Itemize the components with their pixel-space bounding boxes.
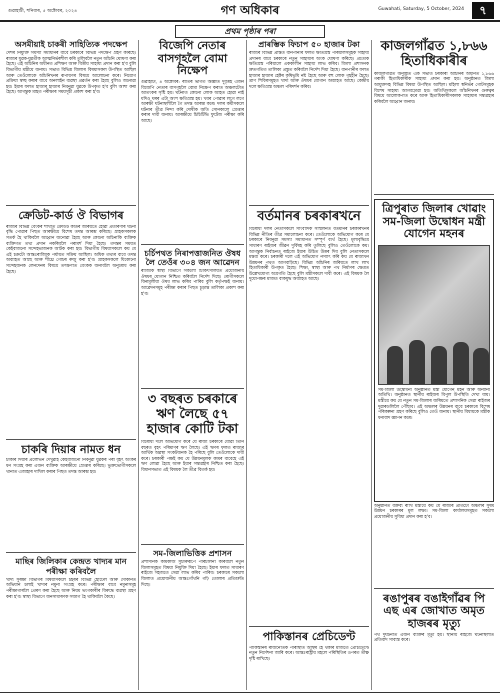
headline: বৰ্তমানৰ চৰকাৰখনে <box>257 209 361 225</box>
article-text: কাজলগাঁৱত অনুষ্ঠিত এক সভাত চৰকাৰী আঁচনিৰ অধীনত ১,৮৬৬ গৰাকী হিতাধিকাৰীক সাহায্য প্ৰদান কৰা হয়। অনুষ্ঠানত জিলা আয়ুক্তসহ বিভিন্ন বিষয়া উপস্থিত আছিল। মহিলা স্বনিৰ্ভৰ গোটসমূহক বিশেষ সাহায্য আগবঢ়োৱা হয়। অতিথিসকলে আঁচনিখনৰ গুৰুত্বৰ বিষয়ে আলোকপাত কৰে আৰু হিতাধিকাৰীসকলক সাহায্যৰ সদ্ব্যৱহাৰ কৰিবলৈ আহ্বান জনায়। <box>374 71 494 105</box>
headline: পাকিস্তানৰ প্ৰেচিডেণ্ট <box>262 630 356 644</box>
article-text: ৰাজ্যিক স্বাস্থ্য বিভাগে সকলো চিকিৎসালয়ত প্ৰয়োজনীয় ঔষধৰ যোগান নিশ্চিত কৰিবলৈ নিৰ্দেশ দিছে। ৰোগীসকলে বিনামূলীয়া ঔষধ লাভ কৰিব পাৰিব বুলি কৰ্তৃপক্ষই জনায়। আৱেদনসমূহ পৰীক্ষা কৰাৰ পিছত চূড়ান্ত তালিকা প্ৰকাশ কৰা হ'ব। <box>141 269 244 297</box>
divider <box>374 588 494 589</box>
article-text: পথ দুৰ্ঘটনাত এজন ব্যক্তিৰ মৃত্যু হয়। স্থানীয় ৰাইজে ঘটনাস্থলীত প্ৰতিবাদ সাব্যস্ত কৰে। <box>374 632 494 644</box>
headline: ত্ৰিপুৰাত জিলাৰ খোৱাং সম-জিলা উদ্বোধন মন্ত্ৰী যোগেন মহনৰ <box>382 201 486 241</box>
news-photo <box>378 245 490 385</box>
divider <box>374 194 494 195</box>
column-1 <box>6 40 136 673</box>
article-text: খাদ্য সুৰক্ষা বিভাগৰ বিষয়াসকলে চহৰৰ বিভিন্ন হোটেল আৰু দোকানত অভিযান চলাই খাদ্যৰ নমুনা সংগ্ৰহ কৰে। পৰীক্ষাৰ বাবে নমুনাসমূহ পৰীক্ষাগাৰলৈ প্ৰেৰণ কৰা হৈছে আৰু নিয়ম ভংগকাৰীৰ বিৰুদ্ধে ব্যৱস্থা গ্ৰহণ কৰা হ'ব। স্বাস্থ্য বিভাগে জনসাধাৰণক সজাগ হৈ থাকিবলৈ কৈছে। <box>6 577 136 600</box>
feature-box <box>374 199 494 502</box>
masthead-date-assamese: গুৱাহাটী, শনিবাৰ, ৫ অক্টোবৰ, ২০২৪ <box>8 9 78 14</box>
article-text: অনুষ্ঠানত বক্তব্য ৰাখি মন্ত্ৰীয়ে কয় যে ৰাজ্যৰ প্ৰতিটো অঞ্চলৰ সুষম উন্নয়ন চৰকাৰৰ মূল লক্ষ্য। সম-জিলা কাৰ্যালয়সমূহত সকলো প্ৰয়োজনীয় সুবিধা প্ৰদান কৰা হ'ব। <box>374 503 494 520</box>
headline: বিজেপি নেতাৰ বাসগৃহলৈ বোমা নিক্ষেপ <box>157 39 228 78</box>
divider <box>141 388 244 389</box>
headline: মাছিৰ জিলিকাৰ কেন্দ্ৰত খাদ্যৰ মান পৰীক্ষা কৰিবলৈ <box>15 556 127 576</box>
column-divider <box>371 40 372 690</box>
photo-caption: সম-জিলা উদ্বোধনী অনুষ্ঠানত মন্ত্ৰী যোগেন মহন আৰু অন্যান্য অতিথি। অনুষ্ঠানত স্থানীয় ৰাইজৰ বিপুল উপস্থিতি দেখা যায়। মন্ত্ৰীয়ে কয় যে নতুন সম-জিলাৰ জৰিয়তে প্ৰশাসনিক সেৱা ৰাইজৰ দুৱাৰডলিলৈ পৌঁছাব। এই অঞ্চলৰ উন্নয়নৰ বাবে চৰকাৰে বিশেষ পৰিকল্পনা গ্ৰহণ কৰিছে বুলিও তেওঁ জনায়। স্থানীয় বিধায়কে মন্ত্ৰীক ধন্যবাদ জ্ঞাপন কৰে। <box>378 387 490 421</box>
divider <box>6 205 136 206</box>
newspaper-logo: গণ অধিকাৰ <box>220 3 280 17</box>
headline: চাকৰি দিয়াৰ নামত ধন <box>21 442 121 456</box>
page-number: ৭ <box>472 2 494 19</box>
column-divider <box>138 40 139 690</box>
article-text: বিৰোধী দলৰ নেতাসকলে সাংবাদিক সন্মিলনত বৰ্তমানৰ চৰকাৰখনৰ বিভিন্ন নীতিৰ তীব্ৰ সমালোচনা কৰে। তেওঁলোকে অভিযোগ কৰে যে চৰকাৰে নিবনুৱা সমস্যা সমাধানত সম্পূৰ্ণ ব্যৰ্থ হৈছে। মূল্যবৃদ্ধিয়ে সাধাৰণ ৰাইজৰ জীৱন দুৰ্বিষহ কৰি তুলিছে বুলিও তেওঁলোকে কয়। আগন্তুক নিৰ্বাচনত ৰাইজে ইয়াৰ উচিত উত্তৰ দিব বুলি নেতাসকলে মন্তব্য কৰে। চৰকাৰী দলে এই অভিযোগ নস্যাৎ কৰি কয় যে ৰাজ্যখন উন্নয়নৰ পথত আগবাঢ়িছে। বিভিন্ন আঁচনিৰ জৰিয়তে লাখ লাখ হিতাধিকাৰী উপকৃত হৈছে। শিক্ষা, স্বাস্থ্য আৰু পথ নিৰ্মাণৰ ক্ষেত্ৰত উল্লেখযোগ্য অগ্ৰগতি হৈছে বুলি মন্ত্ৰীসকলে দাবী কৰে। এই বিষয়ক লৈ দুয়োপক্ষৰ মাজত বাকযুদ্ধ অব্যাহত আছে। <box>249 227 369 283</box>
headline: কাজলগাঁৱত ১,৮৬৬ হিতাধিকাৰীৰ <box>380 39 488 69</box>
column-2 <box>141 40 244 690</box>
divider <box>249 626 369 627</box>
headline: সম-জিলাভিত্তিক প্ৰশাসন <box>153 548 232 559</box>
divider <box>6 552 136 553</box>
headline: ৩ বছৰত চৰকাৰে ঋণ লৈছে ৫৭ হাজাৰ কোটি টকা <box>146 392 239 438</box>
article-text: প্ৰশাসনিক কামকাজ সুচাৰুৰূপে পৰিচালনা কৰিবলৈ নতুন জিলাসমূহত বিষয়া নিযুক্তি দিয়া হৈছে। ইয়াৰ ফলত সাধাৰণ ৰাইজে সহজতে সেৱা লাভ কৰিব পাৰিব। চৰকাৰে সকলো জিলাত প্ৰয়োজনীয় আন্তঃগাঁথনি গঢ়ি তোলাৰ প্ৰতিশ্ৰুতি দিছে। <box>141 560 244 588</box>
headline: ক্ৰেডিট-কাৰ্ড ঔ বিভাগৰ <box>18 209 124 223</box>
article-text: ৰাজ্যৰ বিভিন্ন বেংকৰ শাখাত ক্ৰেডিট কাৰ্ডৰ জৰিয়তে হোৱা প্ৰতাৰণাৰ ঘটনা বৃদ্ধি পোৱাৰ পিছত আৰক্ষীয়ে বিশেষ তদন্ত আৰম্ভ কৰিছে। গ্ৰাহকসকলক সতৰ্ক হৈ থাকিবলৈ আহ্বান জনোৱা হৈছে আৰু কোনো অচিনাকি ব্যক্তিক ব্যক্তিগত তথ্য প্ৰদান নকৰিবলৈ পৰামৰ্শ দিয়া হৈছে। তদন্তৰ সময়ত কেইবাজনো সন্দেহভাজনক আটক কৰা হয়। বিভাগীয় বিষয়াসকলে কয় যে এই চক্ৰটো আন্তঃৰাজ্যিক পৰ্যায়ত সক্ৰিয় আছিল। অধিক তথ্যৰ বাবে তদন্ত অব্যাহত আছে আৰু শীঘ্ৰে গোচৰ ৰুজু কৰা হ'ব। গ্ৰাহকসকলে যিকোনো সন্দেহজনক লেনদেনৰ বিষয়ে তৎক্ষণাত বেংকক জনাবলৈ অনুৰোধ কৰা হৈছে। <box>6 224 136 275</box>
headline: ৰঙাপুৰৰ বঙাইগাঁৱৰ পি এছ এৰ জোখাত অমৃত হাজৰৰ মৃত্যু <box>383 591 485 631</box>
article-text: চাকৰি দিয়াৰ প্ৰলোভন দেখুৱাই কেইবাজনো নিবনুৱা যুৱকৰ পৰা বৃহৎ অংকৰ ধন সংগ্ৰহ কৰা এজন ব্যক্তিক আৰক্ষীয়ে গ্ৰেপ্তাৰ কৰিছে। ভুক্তভোগীসকলে থানাত এজাহাৰ দাখিল কৰাৰ পিছত তদন্ত আৰম্ভ হয়। <box>6 458 136 475</box>
article-text: বিৰোধী দলে অভিযোগ কৰে যে ৰাজ্য চৰকাৰে যোৱা তিনি বছৰত বৃহৎ পৰিমাণৰ ঋণ লৈছে। এই ঋণৰ ফলত ৰাজ্যৰ আৰ্থিক অৱস্থা সংকটজনক হৈ পৰিছে বুলি তেওঁলোকে দাবী কৰে। চৰকাৰী পক্ষই কয় যে উন্নয়নমূলক কামৰ বাবেহে এই ঋণ লোৱা হৈছে আৰু ইয়াৰ সদ্ব্যৱহাৰ নিশ্চিত কৰা হৈছে। বিধানসভাত এই বিষয়ক লৈ তীব্ৰ বিতৰ্ক হয়। <box>141 440 244 474</box>
headline: চৰ্চিপথত নিৰাপত্তাজনিত ঔষধ লৈ তেওঁৰ ৩০৪ জন আৱেদন <box>144 247 241 268</box>
divider <box>141 544 244 545</box>
divider <box>141 244 244 245</box>
headline: অসমীয়াই চাকৰী সাহিত্যিক পদক্ষেপ <box>14 39 128 49</box>
section-title: প্ৰথম পৃষ্ঠাৰ পৰা <box>175 25 325 38</box>
column-3 <box>249 40 369 686</box>
divider <box>6 439 136 440</box>
column-divider <box>246 40 247 690</box>
article-text: ৰাজ্যৰ বিভিন্ন প্ৰান্তত বানপানীৰ ফলত ক্ষতিগ্ৰস্ত পৰিয়ালসমূহক সাহায্য প্ৰদানৰ বাবে চৰকাৰে নতুন সাহায্যৰ অংক ঘোষণা কৰিছে। প্ৰত্যেক ক্ষতিগ্ৰস্ত পৰিয়ালে এককালীন সাহায্য লাভ কৰিব। জিলা প্ৰশাসনক দ্ৰুতগতিত তালিকা প্ৰস্তুত কৰিবলৈ নিৰ্দেশ দিয়া হৈছে। বানপানীৰ ফলত হাজাৰ হাজাৰ হেক্টৰ কৃষিভূমি নষ্ট হৈছে আৰু বহু লোক গৃহহীন হৈছে। ত্ৰাণ শিবিৰসমূহত খাদ্য আৰু ঔষধৰ যোগান অব্যাহত আছে। কেন্দ্ৰীয় দলে ক্ষতিগ্ৰস্ত অঞ্চল পৰিদৰ্শন কৰিব। <box>249 51 369 90</box>
article-text: দেশৰ নিযুক্তি সমস্যা সমাধানৰ বাবে চৰকাৰে বিভিন্ন পদক্ষেপ গ্ৰহণ কৰিছে। ৰাজ্যৰ যুৱক-যুৱতীক আত্মনিৰ্ভৰশীল কৰি তুলিবলৈ নতুন আঁচনি ঘোষণা কৰা হৈছে। এই আঁচনিৰ অধীনত প্ৰশিক্ষণ আৰু বিত্তীয় সাহায্য প্ৰদান কৰা হ'ব বুলি বিভাগীয় মন্ত্ৰীয়ে জনায়। সভাত বিভিন্ন জিলাৰ বিষয়াসকল উপস্থিত আছিল আৰু তেওঁলোকে আঁচনিখনৰ ৰূপায়ণৰ বিষয়ে আলোচনা কৰে। নিয়োগ প্ৰক্ৰিয়া স্বচ্ছ কৰাৰ বাবে অনলাইন ব্যৱস্থা প্ৰৱৰ্তন কৰা হৈছে বুলিও জনোৱা হয়। ইয়াৰ ফলত হাজাৰ হাজাৰ নিবনুৱা যুৱকে উপকৃত হ'ব বুলি আশা কৰা হৈছে। আগন্তুক মাহত পৰীক্ষাৰ সময়সূচী প্ৰকাশ কৰা হ'ব। <box>6 51 136 96</box>
article-text: গুৱাহাটী, ৪ অক্টোবৰ: ৰাতিৰ ভাগত অজ্ঞাত দুৰ্বৃত্তই এজন বিজেপি নেতাৰ বাসগৃহলৈ বোমা নিক্ষেপ কৰাত অঞ্চলটোত আতংকৰ সৃষ্টি হয়। ঘটনাত কোনো লোক আহত হোৱা নাই যদিও ঘৰৰ এটা অংশ ক্ষতিগ্ৰস্ত হয়। খবৰ পোৱাৰ লগে লগে আৰক্ষী ঘটনাস্থলীলৈ গৈ তদন্ত আৰম্ভ কৰে। দলৰ কৰ্মীসকলে ঘটনাৰ তীব্ৰ নিন্দা কৰি দোষীক অতি সোনকালে গ্ৰেপ্তাৰ কৰাৰ দাবী জনায়। আৰক্ষীয়ে চিচিটিভি ফুটেজ পৰীক্ষা কৰি আছে। <box>141 79 244 125</box>
masthead-date-english: Guwahati, Saturday, 5 October, 2024 <box>378 7 464 12</box>
column-4 <box>374 40 494 663</box>
page-bottom-rule <box>0 692 500 700</box>
masthead <box>0 0 500 22</box>
headline: প্ৰাৰম্ভিক ফিচাপ ৫০ হাজাৰ টকা <box>258 39 360 49</box>
divider <box>249 205 369 206</box>
article-text: পাকিস্তানৰ ৰাজনৈতিক পৰিস্থিতি অস্থিৰ হৈ থকাৰ মাজতে প্ৰেচিডেণ্টে নতুন নিৰ্দেশনা জাৰি কৰে। আন্তঃৰাষ্ট্ৰীয় মহলে পৰিস্থিতিৰ ওপৰত তীক্ষ্ণ দৃষ্টি ৰাখিছে। <box>249 645 369 662</box>
